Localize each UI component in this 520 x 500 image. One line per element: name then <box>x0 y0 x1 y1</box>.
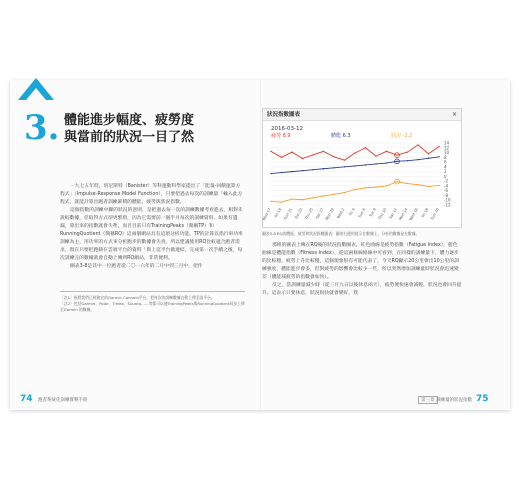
folio-left: 74 <box>20 394 33 404</box>
y-tick-label: 8 <box>444 154 447 160</box>
x-tick-label: Tue 23 <box>293 207 304 220</box>
close-icon[interactable]: × <box>451 111 457 118</box>
series-point <box>438 156 439 157</box>
chart-window-title: 狀況指數圖表 <box>267 112 301 118</box>
x-tick-label: Sun 20 <box>430 207 440 221</box>
legend-fitness: 體能 6.3 <box>331 133 351 139</box>
series-point <box>417 184 418 185</box>
chart-window <box>262 108 462 228</box>
x-tick-label: Fri 19 <box>273 207 283 219</box>
footnotes <box>60 291 245 313</box>
series-point <box>354 152 355 153</box>
y-tick-label: 12 <box>444 145 450 151</box>
x-tick-label: Sun 21 <box>283 207 293 221</box>
y-tick-label: 0 <box>444 173 447 179</box>
y-tick-label: 4 <box>444 164 447 170</box>
series-point <box>438 146 439 147</box>
y-tick-label: -6 <box>444 188 448 194</box>
series-line-體能 <box>271 157 439 174</box>
series-point <box>386 162 387 163</box>
series-point <box>281 201 282 202</box>
series-point <box>386 185 387 186</box>
chapter-title-line1: 體能進步幅度、疲勞度 <box>64 113 195 128</box>
y-tick-label: -10 <box>444 197 451 203</box>
y-tick-label: 14 <box>444 140 450 146</box>
x-tick-label: Sun 6 <box>357 207 367 219</box>
series-point <box>428 186 429 187</box>
series-point <box>396 181 397 182</box>
chapter-title <box>64 112 234 146</box>
running-head-right-tag: 第三章 <box>418 396 438 404</box>
left-paragraph: 這個指數的訓練中聯的狀況的意則，是把過去每一次的訓練數據考看進去，相對未說較數據，但取得方式卻更繁瑣，因為它需要前一個半月每次的訓練資料，如果有遺漏，算出來的指數就會失準，而目目前只有TrainingPeaks（簡稱TP）和RunningQuotient（簡稱RQ）這兩個網站具有這項分析功能。TP的計算以指行車功率訓練為主，用功率的方式來分析跑步的數據會失真，所以建議使用RQ比較適合跑者需求，現在只要把跑錶在雲端平台的資料「與上這平台做連結，完成第一次手續之後，每次訓練完的數據就會自動上傳到RQ網站，非常便利。 <box>60 208 243 261</box>
series-point <box>396 161 397 162</box>
series-point <box>375 186 376 187</box>
chapter-title-line2: 與當前的狀況一目了然 <box>64 130 195 145</box>
series-point <box>438 185 439 186</box>
series-point <box>396 154 397 155</box>
y-tick-label: -4 <box>444 183 448 189</box>
x-tick-label: Mon 14 <box>398 207 409 222</box>
series-point <box>312 154 313 155</box>
series-point <box>291 198 292 199</box>
series-point <box>407 183 408 184</box>
series-point <box>281 172 282 173</box>
series-point <box>375 163 376 164</box>
series-point <box>270 151 271 152</box>
series-point <box>333 167 334 168</box>
chart-plot <box>263 121 461 227</box>
legend-fatigue: 疲勞 8.9 <box>271 133 291 139</box>
chart-window-header <box>263 109 461 121</box>
series-point <box>323 168 324 169</box>
book-gutter <box>260 80 261 410</box>
series-point <box>344 159 345 160</box>
footnote: 〔註2〕包括Garmin、Polar、Timex、Suunto……等都可以連TrainingPeaks與RunningQuotient同步上傳至Garmin 的數據。 <box>60 301 245 312</box>
series-point <box>407 160 408 161</box>
x-tick-label: Fri 18 <box>420 207 430 219</box>
series-point <box>302 158 303 159</box>
x-tick-label: Sat 27 <box>315 207 325 220</box>
x-tick-label: Wed 17 <box>261 207 272 222</box>
series-point <box>386 151 387 152</box>
chart-caption: 圖表3-8 RQ的體能、疲勞和狀況指數圖表；圖的右邊的提示在數據上、分析的數據是在數據。 <box>262 231 420 236</box>
series-point <box>291 151 292 152</box>
x-tick-label: Wed 16 <box>408 207 419 222</box>
y-tick-label: 10 <box>444 150 450 156</box>
chart-date-label: 2016-03-12 <box>271 126 303 132</box>
series-point <box>365 147 366 148</box>
running-head-right: 訓練量的狀況指數 <box>436 398 472 403</box>
series-point <box>323 151 324 152</box>
series-point <box>344 166 345 167</box>
series-point <box>417 144 418 145</box>
series-point <box>270 201 271 202</box>
series-point <box>333 156 334 157</box>
series-point <box>302 170 303 171</box>
series-line-狀況 <box>271 182 439 203</box>
series-point <box>270 173 271 174</box>
series-point <box>417 159 418 160</box>
x-tick-label: Wed 2 <box>336 207 346 220</box>
series-point <box>428 153 429 154</box>
y-tick-label: -2 <box>444 178 448 184</box>
left-paragraph: 一九七五年時，班尼斯特（Banister）等科運動科學家提出了「能量-回饋運算方程式」（Impulse-Response Model Function），只要把過去每次的訓練量「輸入此方程式，就能計算出跑者訓練累積的體能、疲勞與狀況指數。 <box>60 184 243 205</box>
chapter-number: 3. <box>24 108 60 148</box>
series-point <box>312 169 313 170</box>
folio-right: 75 <box>476 394 489 404</box>
x-tick-label: Sat 12 <box>388 207 398 220</box>
right-body-text <box>262 242 462 298</box>
running-head-left: 跑者系統化訓練實戰手冊 <box>38 398 88 403</box>
right-paragraph: 那組的圖表上傳在RQ後的狀況指數圖表，紅色曲線是疲勞指數（Fatigue Index），藍色曲線是體能指數（Fitness Index），從這兩條線條線中可看到，在同樣的訓練量下，體力逐步的比較穩，疲勞上升比較慢，這個現象很有可能代表了，今天RQ顯示20公里會出10公里的訓練強度，體能進步會多，但對疲勞的影響會比較少一些，所以突然增加訓練量時狀況會迅速變差（體能減疲勞的指數會加快）。 <box>262 243 459 280</box>
series-point <box>407 151 408 152</box>
x-tick-label: Mon 29 <box>324 207 335 222</box>
series-point <box>291 171 292 172</box>
x-tick-label: Fri 4 <box>348 207 356 217</box>
series-point <box>365 187 366 188</box>
x-tick-label: Thu 10 <box>377 207 388 221</box>
series-point <box>323 195 324 196</box>
chapter-ribbon-icon <box>18 78 54 106</box>
series-point <box>333 194 334 195</box>
series-point <box>312 197 313 198</box>
series-point <box>365 164 366 165</box>
series-point <box>344 192 345 193</box>
y-tick-label: 6 <box>444 159 447 165</box>
footnote: 〔註1〕指將我們已經跑完的Garmin Connect平台，把每次的訓練數據自動上傳至該平台。 <box>60 295 215 300</box>
series-point <box>354 165 355 166</box>
right-paragraph: 反之，當訓練量減少時（從三月九日以後休息兩天），疲勞便快速會減輕，狀況也會回升提升。這表示只要休息，狀況很快就會變好，我 <box>262 283 462 296</box>
x-tick-label: Tue 8 <box>368 207 377 218</box>
legend-form: 狀況 -2.2 <box>391 133 413 139</box>
series-point <box>428 158 429 159</box>
y-tick-label: -12 <box>444 202 451 208</box>
x-tick-label: Thu 25 <box>304 207 314 221</box>
y-tick-label: -8 <box>444 192 448 198</box>
y-tick-label: 2 <box>444 169 447 175</box>
series-point <box>375 155 376 156</box>
series-point <box>302 199 303 200</box>
left-paragraph: 圖表3-8是其中一位跑者從二〇一六年的二月中到三月中，把作 <box>70 264 203 269</box>
series-point <box>354 189 355 190</box>
left-body-text <box>60 183 245 271</box>
series-point <box>281 157 282 158</box>
